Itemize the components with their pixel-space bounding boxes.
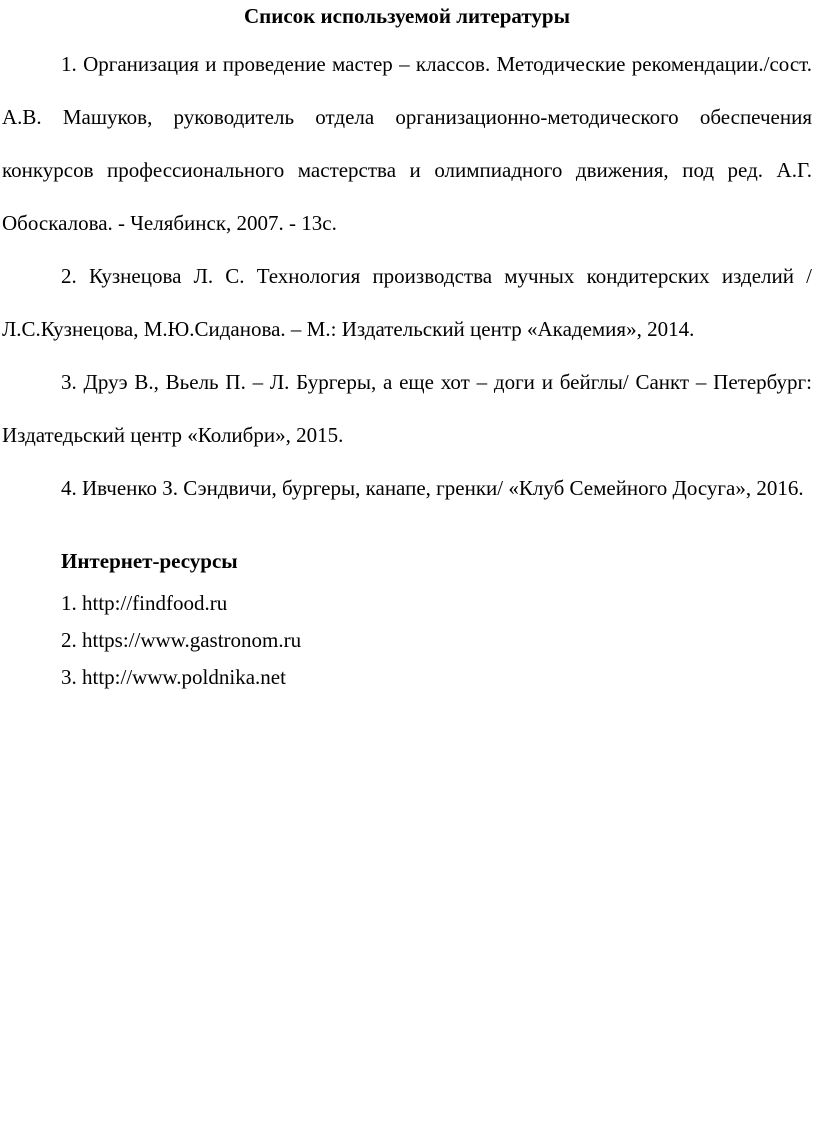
reference-item: 1. Организация и проведение мастер – классов. Методические рекомендации./сост. А.В. Машуков, руководитель отдела организационно-методического обеспечения конкурсов профессионального мастерства и олимпиадного движения, под ред. А.Г. Обоскалова. - Челябинск, 2007. - 13с. bbox=[2, 52, 812, 235]
section-spacer bbox=[2, 515, 812, 547]
internet-resource-item: 1. http://findfood.ru bbox=[61, 591, 228, 615]
page-title: Список используемой литературы bbox=[244, 4, 570, 28]
internet-resource-item: 3. http://www.poldnika.net bbox=[61, 665, 286, 689]
internet-resource-item: 2. https://www.gastronom.ru bbox=[61, 628, 302, 652]
internet-resources-title: Интернет-ресурсы bbox=[61, 549, 238, 573]
internet-resource-list bbox=[61, 585, 812, 696]
reference-list bbox=[2, 38, 812, 515]
reference-item: 4. Ивченко З. Сэндвичи, бургеры, канапе, гренки/ «Клуб Семейного Досуга», 2016. bbox=[61, 476, 804, 500]
reference-item: 2. Кузнецова Л. С. Технология производства мучных кондитерских изделий / Л.С.Кузнецова, М.Ю.Сиданова. – М.: Издательский центр «Академия», 2014. bbox=[2, 264, 812, 341]
reference-item: 3. Друэ В., Вьель П. – Л. Бургеры, а еще хот – доги и бейглы/ Санкт – Петербург: Издатедьский центр «Колибри», 2015. bbox=[2, 370, 812, 447]
